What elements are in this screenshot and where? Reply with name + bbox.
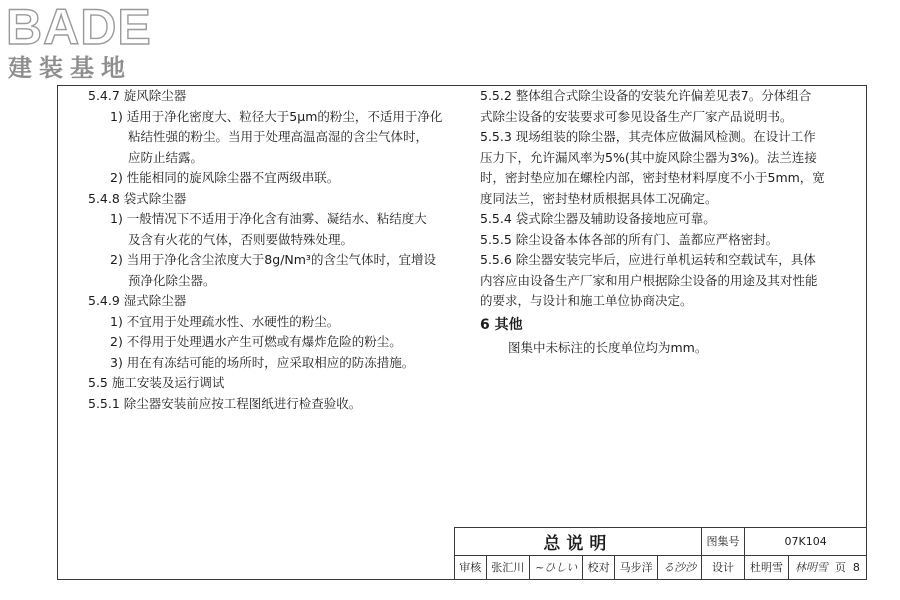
- section-6-heading: 6 其他: [480, 316, 523, 333]
- reviewer-name: 张汇川: [486, 555, 529, 579]
- right-text-line: 5.5.2 整体组合式除尘设备的安装允许偏差见表7。分体组合: [480, 88, 812, 103]
- right-column: [480, 86, 852, 359]
- left-text-line: 1) 适用于净化密度大、粒径大于5μm的粉尘，不适用于净化: [110, 108, 443, 124]
- logo-subtitle: 建装基地: [8, 54, 132, 82]
- bade-logo: [6, 2, 152, 82]
- title-block: [454, 527, 867, 580]
- reviewer-signature: ~ひしい: [529, 555, 582, 579]
- logo-mark: BADE: [6, 0, 152, 55]
- checker-signature: る沙沙: [658, 555, 701, 579]
- checker-name: 马步洋: [614, 555, 657, 579]
- left-text-line: 2) 性能相同的旋风除尘器不宜两级串联。: [110, 170, 340, 185]
- left-text-line: 及含有火花的气体，否则要做特殊处理。: [128, 231, 354, 247]
- atlas-number: 07K104: [745, 528, 867, 556]
- left-text-line: 5.5 施工安装及运行调试: [88, 375, 225, 390]
- right-text-line: 的要求，与设计和施工单位协商决定。: [480, 293, 693, 308]
- review-label: 审核: [455, 555, 487, 579]
- page-number: 8: [852, 561, 860, 575]
- left-text-line: 应防止结露。: [128, 149, 204, 165]
- left-text-line: 5.4.7 旋风除尘器: [88, 88, 187, 103]
- left-text-line: 2) 不得用于处理遇水产生可燃或有爆炸危险的粉尘。: [110, 334, 402, 349]
- left-text-line: 1) 不宜用于处理疏水性、水硬性的粉尘。: [110, 313, 340, 329]
- right-text-line: 5.5.4 袋式除尘器及辅助设备接地应可靠。: [480, 211, 716, 226]
- left-text-line: 1) 一般情况下不适用于净化含有油雾、凝结水、粘结度大: [110, 211, 427, 226]
- left-text-line: 5.5.1 除尘器安装前应按工程图纸进行检查验收。: [88, 395, 362, 411]
- right-text-line: 5.5.6 除尘器安装完毕后，应进行单机运转和空载试车，具体: [480, 252, 816, 267]
- right-text-line: 内容应由设备生产厂家和用户根据除尘设备的用途及其对性能: [480, 272, 818, 288]
- check-label: 校对: [583, 555, 615, 579]
- page-cell: [788, 555, 866, 579]
- design-label: 设计: [701, 555, 744, 579]
- left-text-line: 3) 用在有冻结可能的场所时，应采取相应的防冻措施。: [110, 354, 415, 370]
- left-text-line: 5.4.9 湿式除尘器: [88, 293, 187, 308]
- designer-name: 杜明雪: [745, 555, 788, 579]
- right-text-line: 式除尘设备的安装要求可参见设备生产厂家产品说明书。: [480, 108, 793, 124]
- left-text-line: 2) 当用于净化含尘浓度大于8g/Nm³的含尘气体时，宜增设: [110, 252, 436, 267]
- left-column: [88, 86, 460, 414]
- right-text-line: 5.5.5 除尘设备本体各部的所有门、盖都应严格密封。: [480, 231, 779, 247]
- left-text-line: 5.4.8 袋式除尘器: [88, 190, 187, 206]
- right-text-line: 度同法兰，密封垫材质根据具体工况确定。: [480, 190, 718, 206]
- designer-signature: 林明雪: [794, 561, 828, 575]
- right-text-line: 时，密封垫应加在螺栓内部，密封垫材料厚度不小于5mm，宽: [480, 170, 825, 185]
- page-label: 页: [834, 561, 846, 575]
- left-text-line: 粘结性强的粉尘。当用于处理高温高湿的含尘气体时，: [128, 129, 429, 144]
- section-6-text: 图集中未标注的长度单位均为mm。: [508, 340, 708, 355]
- right-text-line: 5.5.3 现场组装的除尘器，其壳体应做漏风检测。在设计工作: [480, 129, 816, 144]
- drawing-title: 总说明: [455, 528, 702, 556]
- right-text-line: 压力下，允许漏风率为5%(其中旋风除尘器为3%)。法兰连接: [480, 149, 817, 165]
- atlas-label: 图集号: [701, 528, 744, 556]
- left-text-line: 预净化除尘器。: [128, 272, 216, 288]
